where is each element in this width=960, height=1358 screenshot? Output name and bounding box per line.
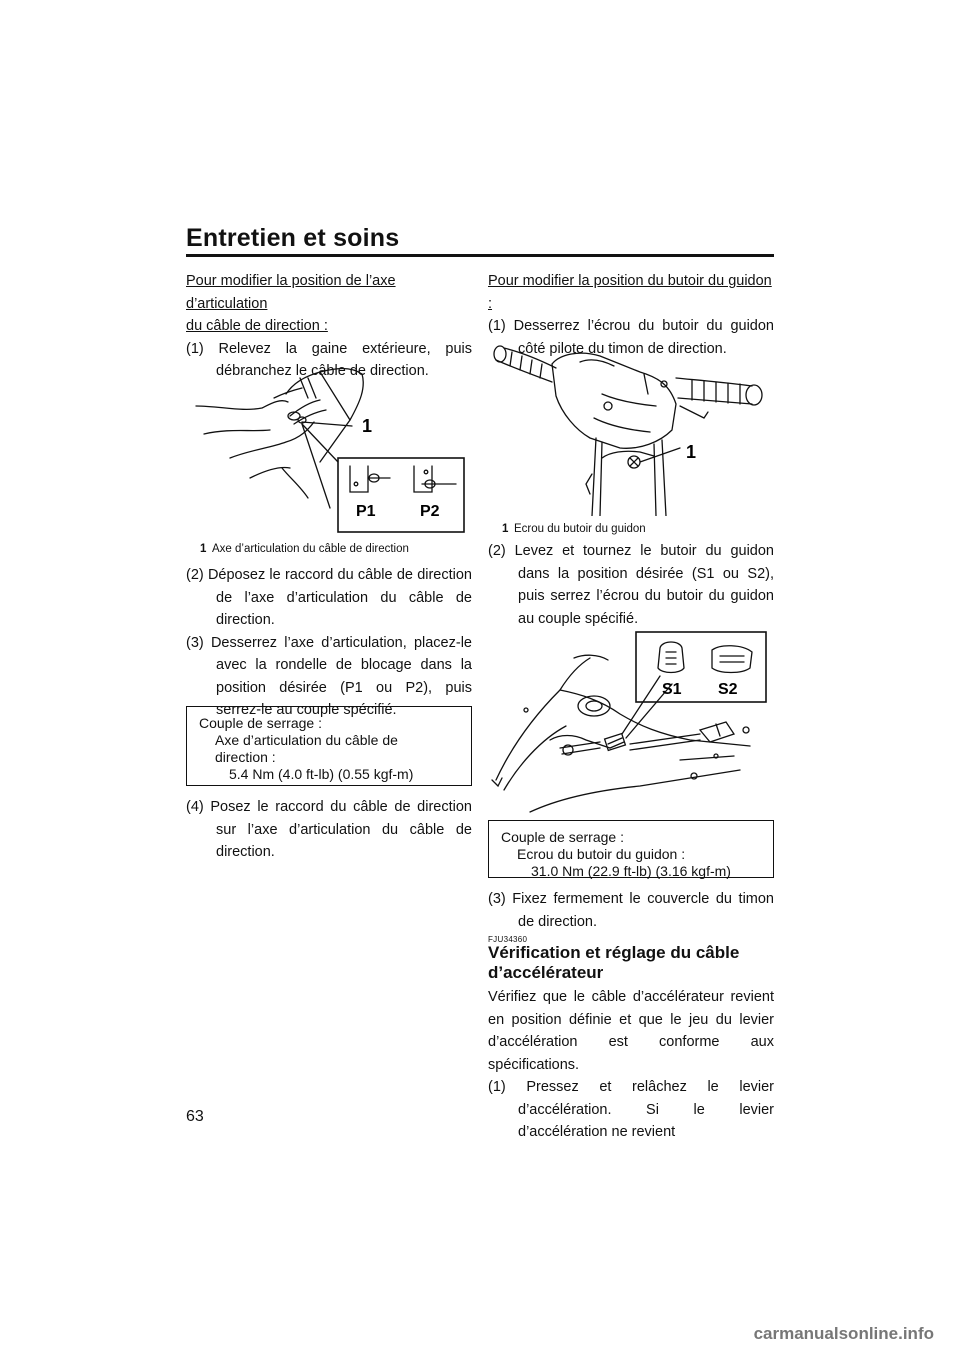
right-step-2-wrap [488,540,774,630]
right-step-2: (2) Levez et tournez le butoir du guidon dans la position désirée (S1 ou S2), puis serrez l’écrou du butoir du guidon au couple spécifié. [488,543,774,627]
figure1-callout: 1 [362,416,373,436]
figure-cable-pivot [190,358,476,540]
left-step-4: (4) Posez le raccord du câble de direction sur l’axe d’articulation du câble de direction. [186,799,472,860]
right-step-3-wrap [488,888,774,933]
left-step-1: (1) Relevez la gaine extérieure, puis débranchez le câble de direction. [186,340,472,379]
spec-left-line1: Couple de serrage : [199,715,322,731]
caption-2 [502,522,774,536]
section-title-line1: Vérification et réglage du câble [488,943,740,962]
right-heading: Pour modifier la position du butoir du guidon : [488,273,772,312]
spec-left-line3: direction : [215,749,276,765]
caption-1-text: Axe d’articulation du câble de direction [212,543,409,555]
spec-right-line3: 31.0 Nm (22.9 ft-lb) (3.16 kgf-m) [531,863,731,879]
left-step-4-wrap [186,796,472,864]
left-steps-2-3 [186,564,472,722]
spec-right-line2: Ecrou du butoir du guidon : [517,846,686,862]
section-title-line2: d’accélérateur [488,963,604,982]
page-title: Entretien et soins [186,224,400,252]
caption-2-text: Ecrou du butoir du guidon [514,523,646,535]
caption-1 [200,542,472,556]
right-step-1: (1) Desserrez l’écrou du butoir du guidon côté pilote du timon de direction. [488,318,774,357]
spec-box-left [186,706,472,786]
spec-left-line2: Axe d’articulation du câble de [215,732,398,748]
page-number: 63 [186,1108,204,1125]
figure2-callout: 1 [686,442,697,462]
figure-stopper [490,630,774,820]
section-intro: Vérifiez que le câble d’accélérateur revient en position définie et que le jeu du levier d’accélération est conforme aux spécifications. [488,989,774,1073]
section-code: FJU34360 [488,935,528,944]
left-heading-line2: du câble de direction : [186,318,328,334]
figure3-label-s2: S2 [718,681,738,698]
watermark[interactable]: carmanualsonline.info [753,1324,934,1343]
left-step-3: (3) Desserrez l’axe d’articulation, placez-le avec la rondelle de blocage dans la position désirée (P1 ou P2), puis serrez-le au couple spécifié. [186,634,472,718]
spec-right-line1: Couple de serrage : [501,829,624,845]
caption-2-num: 1 [502,523,509,535]
section-step-1: (1) Pressez et relâchez le levier d’accélération. Si le levier d’accélération ne revient [488,1079,774,1140]
caption-1-num: 1 [200,543,207,555]
left-step-2: (2) Déposez le raccord du câble de direction de l’axe d’articulation du câble de direction. [186,567,472,628]
figure-handlebar [490,334,774,516]
section-title [488,943,774,983]
figure1-label-p1: P1 [356,503,376,520]
right-step-3: (3) Fixez fermement le couvercle du timon de direction. [488,891,774,930]
spec-left-line4: 5.4 Nm (4.0 ft-lb) (0.55 kgf-m) [229,766,414,782]
figure1-label-p2: P2 [420,503,440,520]
figure3-label-s1: S1 [662,681,682,698]
left-heading-line1: Pour modifier la position de l’axe d’articulation [186,273,396,312]
right-section-body [488,986,774,1144]
title-rule [186,254,774,257]
spec-box-right [488,820,774,878]
